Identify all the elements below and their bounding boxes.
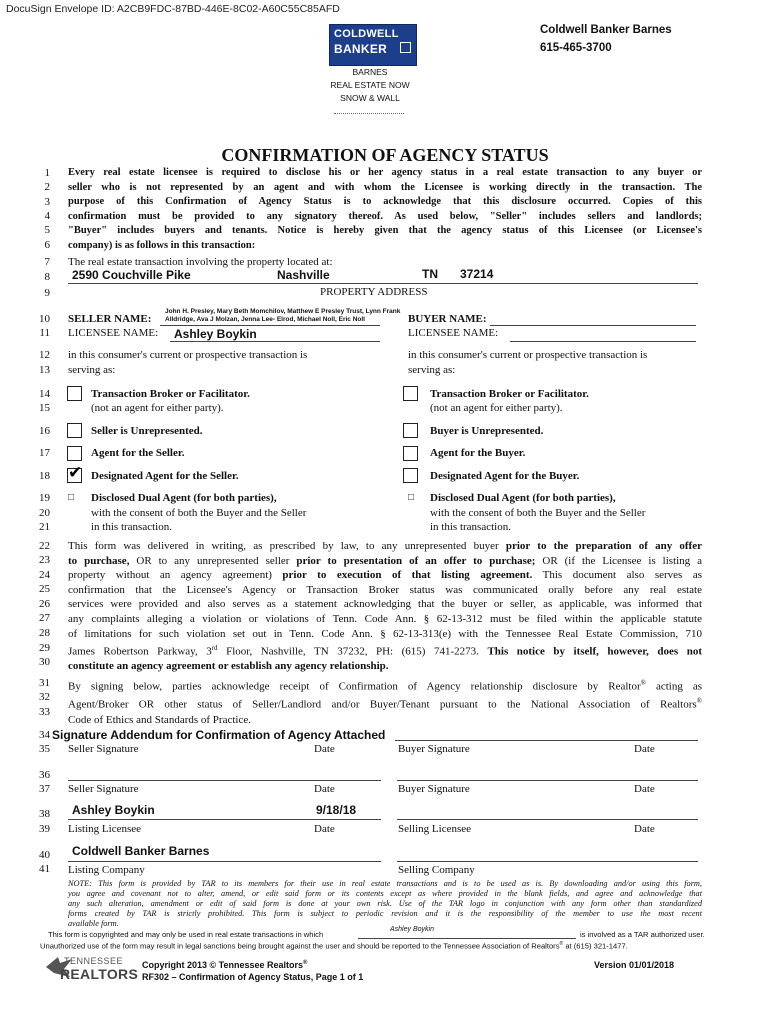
delivery-text: services were provided and also serves as a statement acknowledging that the buyer or seller, as applicable, was informed that — [68, 598, 702, 611]
buyer-licensee-label: LICENSEE NAME: — [408, 327, 499, 339]
seller-dual-agent-line3: in this transaction. — [91, 521, 172, 533]
page-title: CONFIRMATION OF AGENCY STATUS — [221, 145, 549, 165]
listing-company-line — [68, 861, 381, 862]
designated-agent-seller-checkbox[interactable] — [67, 463, 83, 483]
seller-signature-2-label: Seller Signature — [68, 783, 139, 795]
property-zip[interactable]: 37214 — [460, 267, 494, 281]
line-number: 26 — [39, 598, 50, 610]
ack-text: acting as — [645, 680, 703, 693]
line-number: 39 — [39, 823, 50, 835]
property-state[interactable]: TN — [422, 267, 438, 281]
listing-date-value[interactable]: 9/18/18 — [316, 803, 357, 817]
buyer-dual-agent-line2: with the consent of both the Buyer and the Seller — [430, 507, 646, 519]
listing-licensee-value[interactable]: Ashley Boykin — [72, 803, 155, 817]
line-number: 12 — [39, 349, 50, 361]
footer-form-id: RF302 – Confirmation of Agency Status, Page 1 of 1 — [142, 972, 364, 982]
delivery-emphasis: constitute an agency agreement or establish any agency relationship. — [68, 660, 389, 673]
delivery-text: James Robertson Parkway, 3 — [68, 645, 212, 658]
delivery-emphasis: This notice by itself, however, does not — [487, 645, 702, 658]
property-address-line — [68, 283, 698, 284]
delivery-text: OR (if the Licensee is listing a — [535, 554, 703, 567]
intro-paragraph — [68, 166, 702, 253]
acknowledgement-paragraph — [68, 676, 702, 727]
buyer-date-label: Date — [634, 743, 655, 755]
line-number: 17 — [39, 447, 50, 459]
delivery-text: OR to any unrepresented seller — [129, 554, 297, 567]
note-line: any such alteration, amendment or edit of said form is done at your own risk. Use of the TAR logo in conjunction with any form other than standardized — [68, 899, 702, 908]
designated-agent-seller-label: Designated Agent for the Seller. — [91, 470, 239, 482]
intro-line: "Buyer" includes buyers and tenants. Notice is hereby given that the agency status of this Licensee (or Licensee's — [68, 225, 702, 236]
buyer-signature-label: Buyer Signature — [398, 743, 470, 755]
listing-company-label: Listing Company — [68, 864, 145, 876]
intro-line: company) is as follows in this transaction: — [68, 239, 256, 251]
selling-company-line[interactable] — [397, 861, 698, 862]
delivery-text: This form was delivered in writing, as prescribed by law, to any unrepresented buyer — [68, 540, 506, 552]
addendum-line — [395, 740, 698, 741]
line-number: 9 — [44, 287, 50, 299]
intro-line: confirmation must be provided to any signatory thereof. As used below, "Seller" includes sellers and landlords; — [68, 210, 702, 222]
line-number: 37 — [39, 783, 50, 795]
line-number: 16 — [39, 425, 50, 437]
line-number: 30 — [39, 656, 50, 668]
buyer-transaction-broker-note: (not an agent for either party). — [430, 402, 563, 414]
agent-for-seller-checkbox[interactable] — [67, 446, 82, 461]
delivery-text: confirmation that the Licensee's Agency or Transaction Broker status was communicated orally before any real estate — [68, 583, 702, 596]
logo-line1: COLDWELL — [334, 28, 399, 40]
line-number: 7 — [44, 256, 50, 268]
line-number: 24 — [39, 569, 50, 581]
footer-version: Version 01/01/2018 — [594, 960, 675, 970]
seller-transaction-broker-checkbox[interactable] — [67, 386, 82, 401]
agent-for-seller-label: Agent for the Seller. — [91, 447, 185, 459]
checkmark-icon: ✔ — [68, 463, 83, 482]
broker-name: Coldwell Banker Barnes — [540, 24, 672, 36]
buyer-name-line[interactable] — [490, 325, 696, 326]
broker-phone: 615-465-3700 — [540, 42, 612, 54]
line-number: 10 — [39, 313, 50, 325]
intro-line: purpose of this Confirmation of Agency Status is to acknowledge that this disclosure occurred. Copies of this — [68, 196, 702, 207]
delivery-text: property without an agency agreement) — [68, 569, 283, 582]
designated-agent-buyer-label: Designated Agent for the Buyer. — [430, 470, 580, 482]
footer-copyright-text: Copyright 2013 © Tennessee Realtors — [142, 960, 304, 970]
seller-name-value-2[interactable]: Alldridge, Ava J Molzan, Jenna Lee- Elrod, Michael Noll, Eric Noll — [165, 316, 365, 323]
line-number: 15 — [39, 402, 50, 414]
selling-company-label: Selling Company — [398, 864, 475, 876]
delivery-text: any complaints alleging a violation or violations of Tenn. Code Ann. § 62-13-312 must be filed within the applicable statute — [68, 612, 702, 625]
seller-unrepresented-checkbox[interactable] — [67, 423, 82, 438]
footer-copyright — [142, 960, 307, 970]
office-line1: BARNES — [352, 67, 388, 77]
line-number: 20 — [39, 507, 50, 519]
selling-licensee-label: Selling Licensee — [398, 823, 472, 835]
ack-text: By signing below, parties acknowledge receipt of Confirmation of Agency relationship disclosure by Realtor — [68, 680, 641, 693]
line-number: 40 — [39, 849, 50, 861]
line-number: 1 — [44, 167, 50, 179]
note-paragraph — [68, 879, 702, 929]
delivery-emphasis: to purchase, — [68, 554, 130, 567]
note-line: forms created by TAR is strictly prohibited. This form is subject to periodic revision and it is the responsibility of the member to use the most recent — [68, 909, 702, 918]
seller-date-label: Date — [314, 743, 335, 755]
seller-licensee-value[interactable]: Ashley Boykin — [174, 327, 257, 341]
footer-logo-top: TENNESSEE — [64, 956, 124, 966]
registered-mark: ® — [303, 960, 308, 966]
logo-emblem-icon — [400, 42, 411, 53]
unauthorized-text: Unauthorized use of the form may result in legal sanctions being brought against the user and should be reported to the Tennessee Association of Realtors — [40, 941, 560, 951]
seller-dual-agent-checkbox[interactable]: □ — [68, 492, 75, 503]
logo-line2: BANKER — [334, 42, 388, 56]
listing-licensee-line — [68, 819, 381, 820]
seller-serving-line1: in this consumer's current or prospective transaction is — [68, 349, 308, 361]
note-line: NOTE: This form is provided by TAR to its members for their use in real estate transactions and is to be used as is. By downloading and/or using this form, — [68, 879, 702, 888]
line-number: 8 — [44, 271, 50, 283]
buyer-transaction-broker-label: Transaction Broker or Facilitator. — [430, 388, 589, 400]
seller-unrepresented-label: Seller is Unrepresented. — [91, 425, 203, 437]
seller-serving-line2: serving as: — [68, 364, 116, 376]
office-line2: REAL ESTATE NOW — [330, 80, 410, 90]
buyer-transaction-broker-checkbox[interactable] — [403, 386, 418, 401]
logo-fineprint — [334, 113, 404, 117]
superscript: rd — [211, 644, 218, 653]
note-line: available form. — [68, 919, 119, 928]
line-number: 22 — [39, 540, 50, 552]
line-number: 28 — [39, 627, 50, 639]
line-number: 6 — [44, 239, 50, 251]
line-number: 3 — [44, 196, 50, 208]
delivery-text: Floor, Nashville, TN 37232, PH: (615) 741-2273. — [217, 645, 488, 658]
delivery-text: of limitations for such violation set out in Tenn. Code Ann. § 62-13-313(e) with the Tennessee Real Estate Commission, 710 — [68, 627, 702, 640]
property-intro: The real estate transaction involving the property located at: — [68, 256, 333, 268]
buyer-dual-agent-line3: in this transaction. — [430, 521, 511, 533]
seller-name-line — [160, 325, 380, 326]
note-line: you agree and covenant not to alter, amend, or edit said form or its contents except as where provided in the blank fields, and agree and acknowledge that — [68, 889, 702, 898]
line-number: 5 — [44, 224, 50, 236]
listing-company-value[interactable]: Coldwell Banker Barnes — [72, 844, 210, 858]
line-number: 4 — [44, 210, 50, 222]
buyer-serving-line2: serving as: — [408, 364, 456, 376]
buyer-dual-agent-label: Disclosed Dual Agent (for both parties), — [430, 492, 616, 504]
buyer-dual-agent-checkbox[interactable]: □ — [408, 492, 415, 503]
signature-addendum: Signature Addendum for Confirmation of Agency Attached — [52, 728, 386, 742]
delivery-emphasis: prior to the preparation of any offer — [505, 540, 702, 552]
line-number: 2 — [44, 181, 50, 193]
property-city[interactable]: Nashville — [277, 268, 330, 282]
line-number: 29 — [39, 642, 50, 654]
line-number: 34 — [39, 729, 50, 741]
listing-licensee-label: Listing Licensee — [68, 823, 142, 835]
seller-date-2-label: Date — [314, 783, 335, 795]
line-number: 31 — [39, 677, 50, 689]
line-number: 35 — [39, 743, 50, 755]
line-number: 14 — [39, 388, 50, 400]
ack-text: Code of Ethics and Standards of Practice. — [68, 713, 251, 726]
intro-line: seller who is not represented by an agent and with whom the Licensee is working directly in the transaction. The — [68, 181, 702, 193]
line-number: 19 — [39, 492, 50, 504]
buyer-serving-line1: in this consumer's current or prospective transaction is — [408, 349, 648, 361]
seller-licensee-label: LICENSEE NAME: — [68, 327, 159, 339]
registered-mark: ® — [640, 679, 646, 687]
buyer-date-2-label: Date — [634, 783, 655, 795]
line-number: 21 — [39, 521, 50, 533]
property-caption: PROPERTY ADDRESS — [320, 286, 428, 298]
buyer-signature-2-line[interactable] — [397, 780, 698, 781]
registered-mark: ® — [696, 697, 702, 706]
delivery-paragraph — [68, 539, 702, 674]
seller-transaction-broker-label: Transaction Broker or Facilitator. — [91, 388, 250, 400]
registered-mark: ® — [559, 941, 564, 947]
buyer-unrepresented-label: Buyer is Unrepresented. — [430, 425, 544, 437]
authorized-user-name: Ashley Boykin — [390, 926, 434, 933]
line-number: 38 — [39, 808, 50, 820]
authorized-user-line — [358, 938, 576, 939]
envelope-id: DocuSign Envelope ID: A2CB9FDC-87BD-446E-8C02-A60C55C85AFD — [6, 3, 340, 15]
seller-signature-2-line[interactable] — [68, 780, 381, 781]
copyright-usage-b: is involved as a TAR authorized user. — [580, 930, 705, 939]
seller-dual-agent-label: Disclosed Dual Agent (for both parties), — [91, 492, 277, 504]
line-number: 11 — [39, 327, 50, 339]
copyright-usage-a: This form is copyrighted and may only be used in real estate transactions in which — [48, 930, 324, 939]
buyer-signature-2-label: Buyer Signature — [398, 783, 470, 795]
buyer-name-label: BUYER NAME: — [408, 313, 487, 325]
line-number: 36 — [39, 769, 50, 781]
seller-signature-label: Seller Signature — [68, 743, 139, 755]
seller-licensee-line — [170, 341, 380, 342]
unauthorized-phone: at (615) 321-1477. — [563, 941, 628, 951]
footer-logo-bottom: REALTORS — [60, 966, 139, 982]
buyer-unrepresented-checkbox[interactable] — [403, 423, 418, 438]
intro-line: Every real estate licensee is required to disclose his or her agency status in a real estate transaction to any buyer or — [68, 167, 702, 178]
line-number: 32 — [39, 691, 50, 703]
agent-for-buyer-checkbox[interactable] — [403, 446, 418, 461]
office-line3: SNOW & WALL — [340, 93, 400, 103]
selling-date-label: Date — [634, 823, 655, 835]
selling-licensee-line[interactable] — [397, 819, 698, 820]
seller-name-value-1[interactable]: John H. Presley, Mary Beth Momchilov, Matthew E Presley Trust, Lynn Frank — [165, 308, 401, 315]
delivery-emphasis: prior to presentation of an offer to purchase; — [296, 554, 536, 567]
copyright-unauthorized — [40, 941, 628, 951]
coldwell-banker-logo — [329, 24, 417, 66]
seller-dual-agent-line2: with the consent of both the Buyer and the Seller — [91, 507, 307, 519]
designated-agent-buyer-checkbox[interactable] — [403, 468, 418, 483]
delivery-emphasis: prior to execution of that listing agreement. — [282, 569, 533, 582]
buyer-licensee-line[interactable] — [510, 341, 696, 342]
line-number: 18 — [39, 470, 50, 482]
seller-transaction-broker-note: (not an agent for either party). — [91, 402, 224, 414]
office-name — [300, 66, 440, 105]
line-number: 33 — [39, 706, 50, 718]
line-number: 23 — [39, 554, 50, 566]
property-street[interactable]: 2590 Couchville Pike — [72, 268, 191, 282]
listing-date-label: Date — [314, 823, 335, 835]
seller-name-label: SELLER NAME: — [68, 313, 152, 325]
delivery-text: This document also serves as — [532, 569, 702, 582]
ack-text: Agent/Broker OR other status of Seller/Landlord and/or Buyer/Tenant pursuant to the National Association of Realtors — [68, 698, 697, 711]
line-number: 25 — [39, 583, 50, 595]
line-number: 41 — [39, 863, 50, 875]
line-number: 27 — [39, 612, 50, 624]
line-number: 13 — [39, 364, 50, 376]
agent-for-buyer-label: Agent for the Buyer. — [430, 447, 526, 459]
